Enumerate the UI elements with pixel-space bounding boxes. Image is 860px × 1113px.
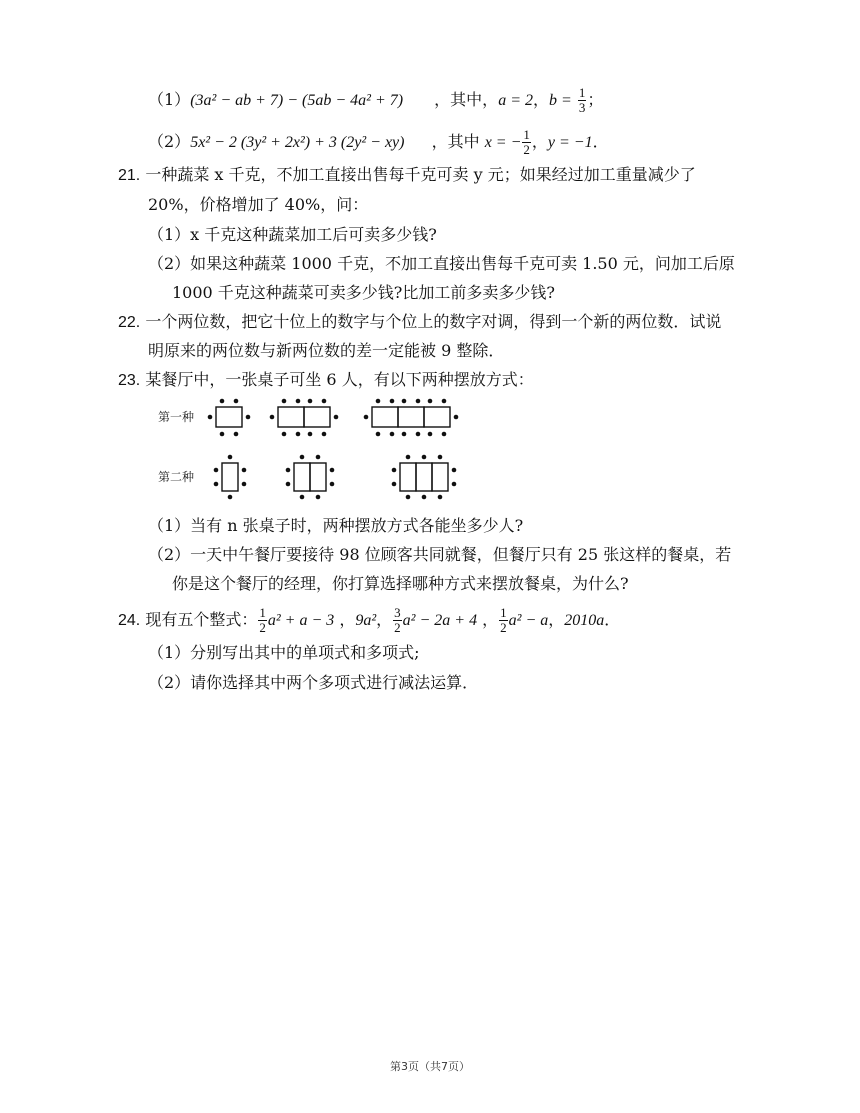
q24-number: 24. [118,612,141,629]
table-first-1 [216,407,242,427]
fraction-numerator: 3 [394,605,401,620]
q20-part2-label: （2） [148,132,191,151]
q21-line2: 20%，价格增加了 40%，问： [148,195,369,214]
table-second-3b [416,463,432,491]
q24-term3-fraction [393,606,402,635]
q23-part2-line2: 你是这个餐厅的经理，你打算选择哪种方式来摆放餐桌，为什么? [172,574,629,593]
q24-sep1: ， [339,610,356,629]
q24-term4: a² − a [508,612,549,629]
q20-part2-sep: ， [531,132,548,151]
q20-part2-fraction [522,128,531,157]
table-first-2a [278,407,304,427]
q23-part1: （1）当有 n 张桌子时，两种摆放方式各能坐多少人? [148,516,524,535]
arrangement-first-label: 第一种 [158,410,195,424]
table-first-2b [304,407,330,427]
fraction-denominator: 2 [500,620,507,635]
q20-part2 [148,128,609,157]
q24-intro: 现有五个整式： [145,610,258,629]
q22-number: 22. [118,314,141,331]
table-first-3c [424,407,450,427]
q21-line1 [118,164,696,187]
q24-line1 [118,606,620,635]
q20-part1-label: （1） [148,90,191,109]
q24-sep2: ， [376,610,393,629]
q20-part2-end: ． [592,132,609,151]
table-second-2b [310,463,326,491]
fraction-numerator: 1 [578,85,586,100]
q22-line1 [118,311,721,334]
fraction-denominator: 2 [523,142,530,157]
q24-term2: 9a² [355,612,377,629]
q20-part1-condition-prefix: ，其中， [434,90,499,109]
q24-term3: a² − 2a + 4 [402,612,478,629]
q23-part2-line1: （2）一天中午餐厅要接待 98 位顾客共同就餐，但餐厅只有 25 张这样的餐桌，若 [148,545,732,564]
q21-text-1: 一种蔬菜 x 千克，不加工直接出售每千克可卖 y 元；如果经过加工重量减少了 [145,165,696,184]
fraction-numerator: 1 [523,127,530,142]
q24-part1: （1）分别写出其中的单项式和多项式; [148,643,420,662]
q24-sep4: ， [548,610,565,629]
fraction-numerator: 1 [500,605,507,620]
q20-part2-cond-x-prefix: x = − [484,134,522,151]
q24-end: ． [604,610,621,629]
q24-part2: （2）请你选择其中两个多项式进行减法运算． [148,673,479,692]
q22-line2: 明原来的两位数与新两位数的差一定能被 9 整除． [148,341,505,360]
q20-part1 [148,86,603,115]
fraction-denominator: 2 [394,620,401,635]
fraction-denominator: 3 [578,100,586,115]
q23-number: 23. [118,372,141,389]
q23-line1 [118,369,534,392]
q20-part2-condition-prefix: ，其中 [431,132,480,151]
table-first-3b [398,407,424,427]
q24-term4-fraction [499,606,508,635]
q22-text-1: 一个两位数，把它十位上的数字与个位上的数字对调，得到一个新的两位数．试说 [145,312,722,331]
q20-part1-cond-b-prefix: b = [549,92,572,109]
q24-term5: 2010a [564,612,605,629]
q20-part2-cond-y: y = −1 [547,134,593,151]
q20-part1-end: ； [587,90,604,109]
table-first-3a [372,407,398,427]
table-arrangement-diagram [150,395,480,505]
q20-part1-fraction [578,86,587,115]
q24-term1: a² + a − 3 [267,612,335,629]
fraction-numerator: 1 [259,605,266,620]
q20-part1-sep: ， [532,90,549,109]
table-second-2a [294,463,310,491]
table-second-3c [432,463,448,491]
q21-part2-line2: 1000 千克这种蔬菜可卖多少钱?比加工前多卖多少钱? [172,283,555,302]
q20-part2-expression: 5x² − 2 (3y² + 2x²) + 3 (2y² − xy) [190,134,405,151]
table-second-3a [400,463,416,491]
page-footer: 第3页（共7页） [390,1060,470,1073]
q21-number: 21. [118,167,141,184]
q21-part2-line1: （2）如果这种蔬菜 1000 千克，不加工直接出售每千克可卖 1.50 元，问加工后原 [148,254,735,273]
q24-sep3: ， [482,610,499,629]
q23-text-1: 某餐厅中，一张桌子可坐 6 人，有以下两种摆放方式： [145,370,534,389]
q21-part1: （1）x 千克这种蔬菜加工后可卖多少钱? [148,225,437,244]
q20-part1-expression: (3a² − ab + 7) − (5ab − 4a² + 7) [190,92,404,109]
q20-part1-cond-a: a = 2 [498,92,533,109]
fraction-denominator: 2 [259,620,266,635]
q24-term1-fraction [258,606,267,635]
table-second-1 [222,463,238,491]
arrangement-second-label: 第二种 [158,470,195,484]
